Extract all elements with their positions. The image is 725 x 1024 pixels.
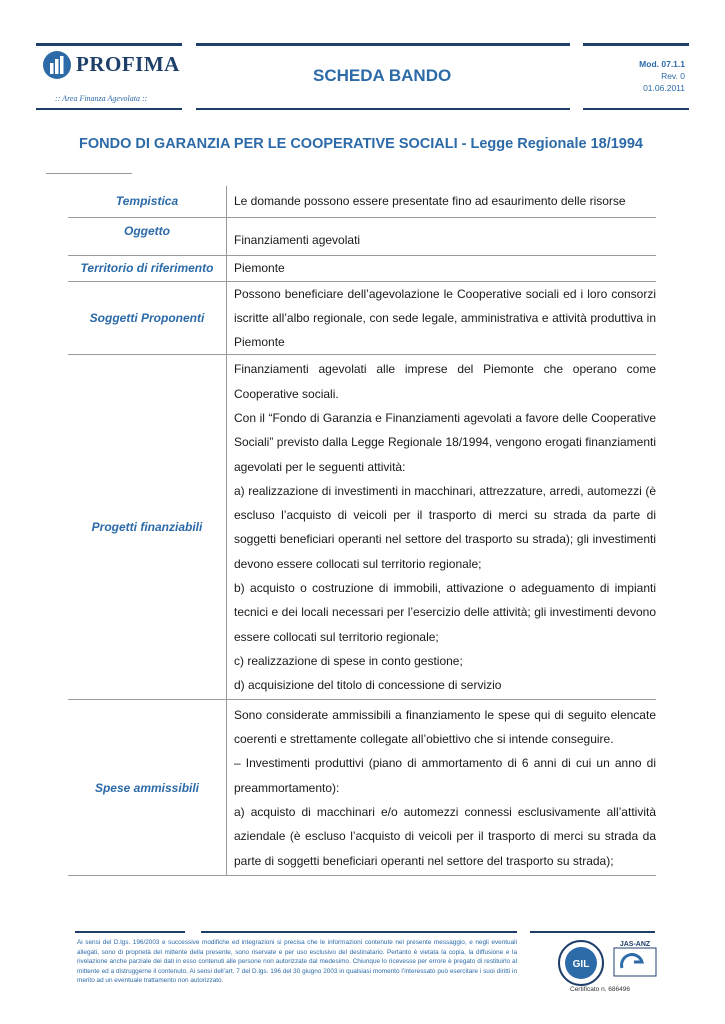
row-value <box>227 700 657 876</box>
header-rule-right <box>583 43 689 46</box>
certification-seal-icon <box>556 938 668 988</box>
profima-logo <box>40 50 180 86</box>
row-paragraph: Le domande possono essere presentate fino ad esaurimento delle risorse <box>234 194 626 209</box>
footer-rule-left <box>75 931 185 933</box>
row-label: Territorio di riferimento <box>68 255 227 281</box>
row-label: Soggetti Proponenti <box>68 281 227 355</box>
table-row <box>68 355 656 700</box>
doc-date: 01.06.2011 <box>643 83 685 93</box>
row-paragraph: Piemonte <box>234 260 285 275</box>
table-row <box>68 281 656 355</box>
info-table <box>68 186 656 876</box>
doc-version-box <box>639 58 685 94</box>
row-paragraph: b) acquisto o costruzione di immobili, attivazione o adeguamento di impianti tecnici e dei locali necessari per l’esercizio delle attività; gli investimenti devono essere collocati sul territorio regionale; <box>234 580 656 644</box>
row-paragraph: Finanziamenti agevolati <box>234 232 361 247</box>
table-row <box>68 700 656 876</box>
row-label: Progetti finanziabili <box>68 355 227 700</box>
row-paragraph: Finanziamenti agevolati alle imprese del Piemonte che operano come Cooperative sociali. <box>234 362 656 401</box>
certificate-number: Certificato n. 686496 <box>570 986 630 993</box>
row-paragraph: a) acquisto di macchinari e/o automezzi connessi esclusivamente all’attività aziendale (è escluso l’acquisto di veicoli per il trasporto di merci su strada da parte di soggetti beneficiari operanti nel settore del trasporto su strada); <box>234 805 656 868</box>
row-label: Spese ammissibili <box>68 700 227 876</box>
header-rule-bottom-left <box>36 108 182 110</box>
certification-logo <box>556 938 668 993</box>
logo-text: PROFIMA <box>76 52 180 76</box>
footer-rule-center <box>201 931 517 933</box>
cert-label: JAS-ANZ <box>619 941 651 948</box>
row-label: Oggetto <box>68 217 227 255</box>
row-paragraph: c) realizzazione di spese in conto gestione; <box>234 653 463 668</box>
profima-logo-icon <box>42 50 72 80</box>
page-title: FONDO DI GARANZIA PER LE COOPERATIVE SOCIALI - Legge Regionale 18/1994 <box>79 136 643 152</box>
privacy-disclaimer: Ai sensi del D.lgs. 196/2003 e successive modifiche ed integrazioni si precisa che le informazioni contenute nel presente messaggio, e negli eventuali allegati, sono di proprietà del mittente della presente, sono riservate e per uso esclusivo del destinatario. Pertanto è vietata la copia, la diffusione e la rivelazione anche parziale dei dati in esso contenuti alle persone non autorizzate dal medesimo. Chiunque lo ricevesse per errore è pregato di restituirlo al mittente ed a distruggerne il contenuto. Ai sensi dell’art. 7 del D.lgs. 196 del 30 giugno 2003 in qualsiasi momento l’interessato può esercitare i suoi diritti in merito ad un eventuale trattamento non autorizzato. <box>77 939 517 985</box>
header-rule-left <box>36 43 182 46</box>
row-paragraph: – Investimenti produttivi (piano di ammortamento di 6 anni di cui un anno di preammortamento): <box>234 756 656 795</box>
row-value <box>227 281 657 355</box>
row-paragraph: Sono considerate ammissibili a finanziamento le spese qui di seguito elencate coerenti e strettamente collegate all’obiettivo che si intende conseguire. <box>234 707 656 747</box>
area-label: :: Area Finanza Agevolata :: <box>55 94 148 103</box>
svg-text:GIL: GIL <box>572 959 590 970</box>
doc-mod: Mod. 07.1.1 <box>639 59 685 69</box>
row-paragraph: Con il “Fondo di Garanzia e Finanziamenti agevolati a favore delle Cooperative Sociali” previsto dalla Legge Regionale 18/1994, vengono erogati finanziamenti agevolati per le seguenti attività: <box>234 410 656 474</box>
row-value <box>227 355 657 700</box>
row-paragraph: a) realizzazione di investimenti in macchinari, attrezzature, arredi, automezzi (è escluso l’acquisto di veicoli per il trasporto di merci su strada da parte di soggetti beneficiari operanti nel settore del trasporto su strada); gli investimenti devono essere collocati sul territorio regionale; <box>234 483 656 571</box>
table-row <box>68 255 656 281</box>
header-rule-bottom-center <box>196 108 570 110</box>
doc-type-title: SCHEDA BANDO <box>313 66 452 85</box>
row-label: Tempistica <box>68 186 227 217</box>
row-value <box>227 217 657 255</box>
table-row <box>68 217 656 255</box>
row-value <box>227 186 657 217</box>
row-paragraph: Possono beneficiare dell’agevolazione le Cooperative sociali ed i loro consorzi iscritte all’albo regionale, con sede legale, amministrativa e attività produttiva in Piemonte <box>234 286 656 350</box>
header-rule-center <box>196 43 570 46</box>
table-row <box>68 186 656 217</box>
row-paragraph: d) acquisizione del titolo di concessione di servizio <box>234 678 502 693</box>
row-value <box>227 255 657 281</box>
header-rule-bottom-right <box>583 108 689 110</box>
doc-rev: Rev. 0 <box>661 71 685 81</box>
footer-rule-right <box>530 931 655 933</box>
title-separator <box>46 173 132 174</box>
